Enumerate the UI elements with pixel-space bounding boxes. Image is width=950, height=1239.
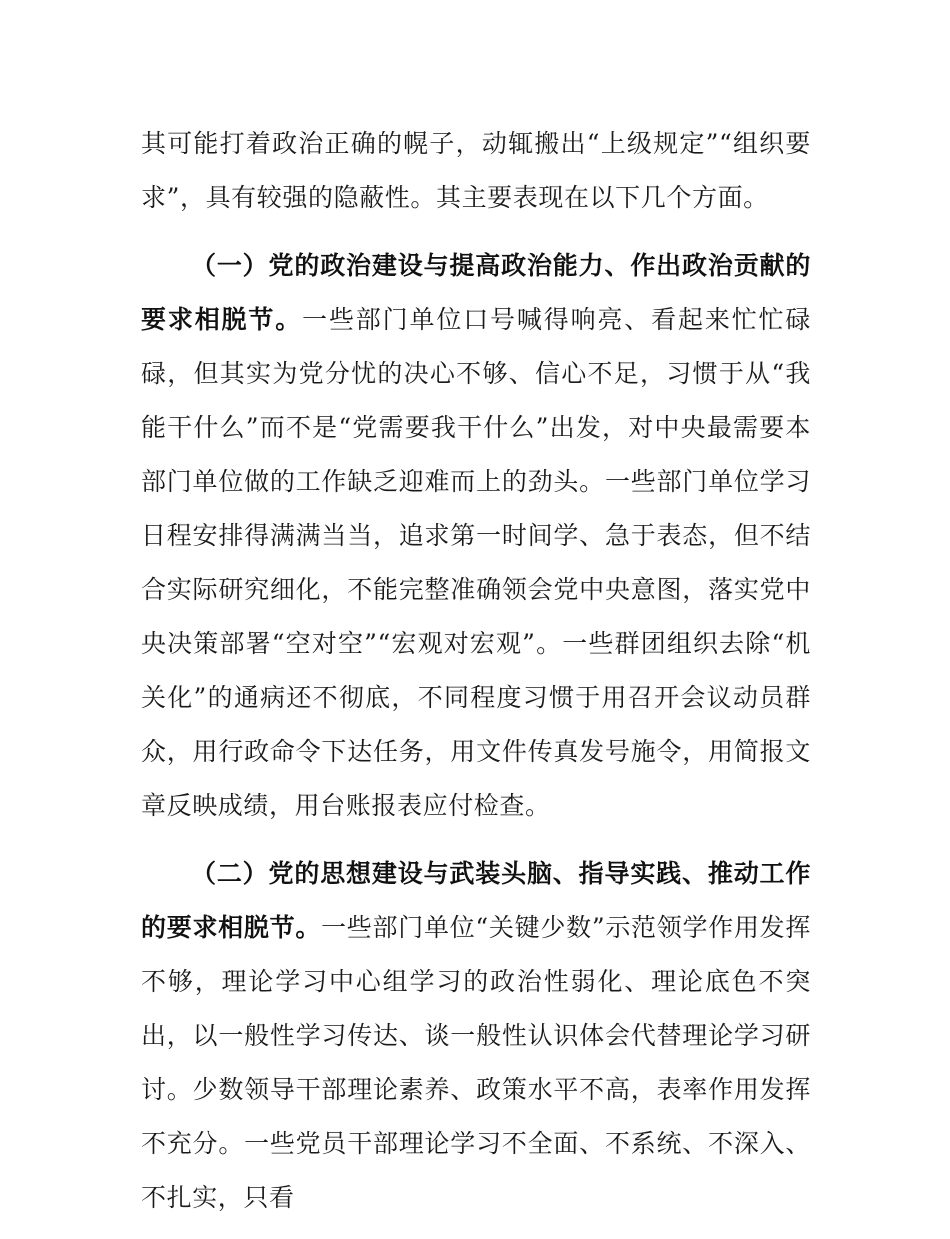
paragraph-text: 一些部门单位口号喊得响亮、看起来忙忙碌碌，但其实为党分忧的决心不够、信心不足，习惯于从“我能干什么”而不是“党需要我干什么”出发，对中央最需要本部门单位做的工作缺乏迎难而上的劲头。一些部门单位学习日程安排得满满当当，追求第一时间学、急于表态，但不结合实际研究细化，不能完整准确领会党中央意图，落实党中央决策部署“空对空”“宏观对宏观”。一些群团组织去除“机关化”的通病还不彻底，不同程度习惯于用召开会议动员群众，用行政命令下达任务，用文件传真发号施令，用简报文章反映成绩，用台账报表应付检查。: [141, 305, 811, 820]
document-body: [141, 117, 811, 1239]
paragraph-intro-continuation: [141, 117, 811, 225]
paragraph-text: 一些部门单位“关键少数”示范领学作用发挥不够，理论学习中心组学习的政治性弱化、理论底色不突出，以一般性学习传达、谈一般性认识体会代替理论学习研讨。少数领导干部理论素养、政策水平不高，表率作用发挥不充分。一些党员干部理论学习不全面、不系统、不深入、不扎实，只看: [141, 913, 811, 1212]
paragraph-section-1: [141, 239, 811, 833]
paragraph-text: 其可能打着政治正确的幌子，动辄搬出“上级规定”“组织要求”，具有较强的隐蔽性。其主要表现在以下几个方面。: [141, 129, 811, 212]
section-heading: （二）党的思想建设与武装头脑、指导实践、推动工作的要求相脱节。: [141, 859, 811, 942]
section-heading: （一）党的政治建设与提高政治能力、作出政治贡献的要求相脱节。: [141, 251, 811, 334]
paragraph-section-2: [141, 847, 811, 1225]
